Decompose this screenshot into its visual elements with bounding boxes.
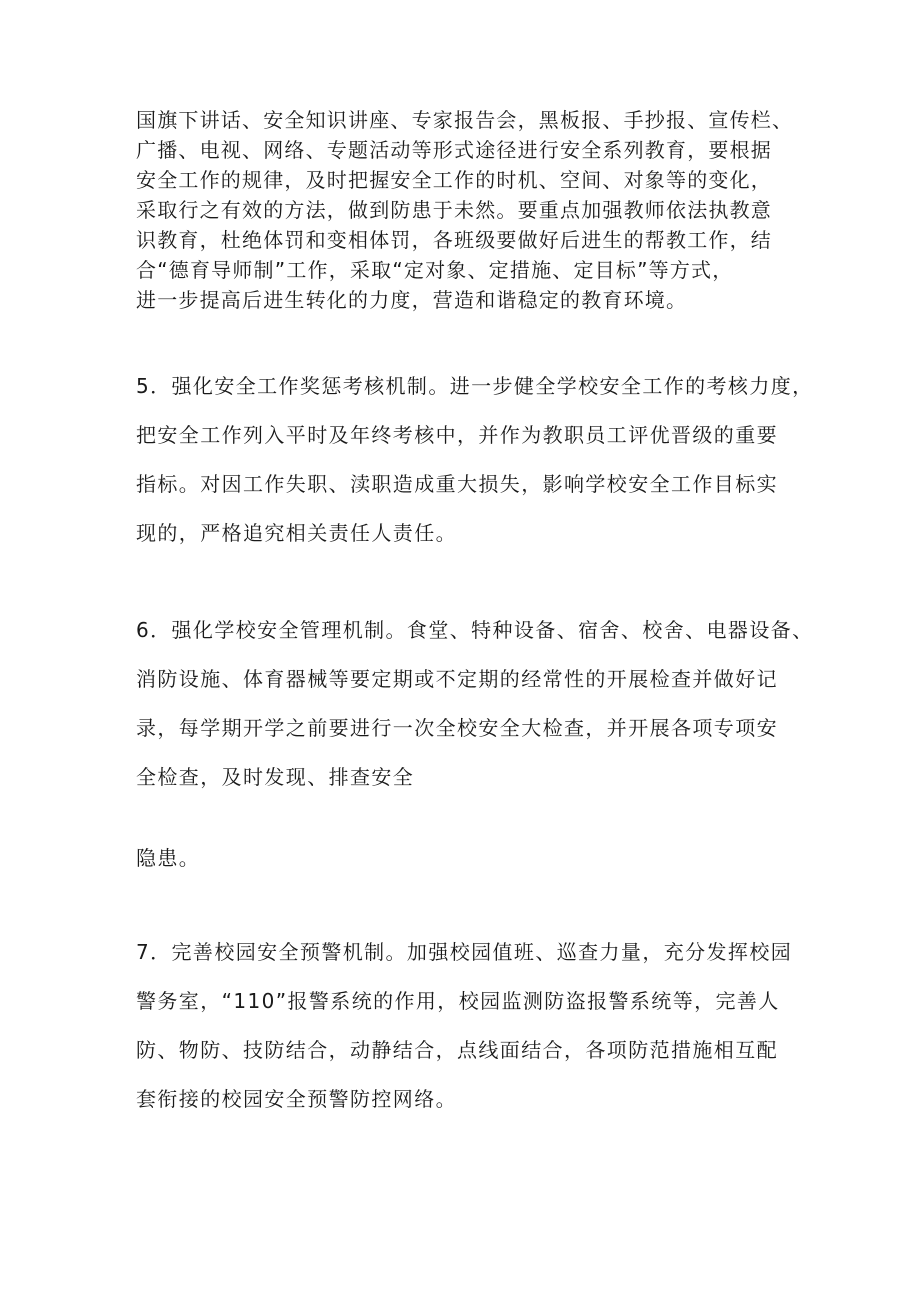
text-line: 5．强化安全工作奖惩考核机制。进一步健全学校安全工作的考核力度， [136,374,814,398]
text-line: 警务室，“110”报警系统的作用，校园监测防盗报警系统等，完善人 [136,989,780,1013]
text-line: 7．完善校园安全预警机制。加强校园值班、巡查力量，充分发挥校园 [136,940,793,964]
text-line: 全检查，及时发现、排查安全 [136,765,415,789]
text-line: 隐患。 [136,846,201,870]
text-line: 合“德育导师制”工作，采取“定对象、定措施、定目标”等方式， [136,258,734,282]
text-line: 防、物防、技防结合，动静结合，点线面结合，各项防范措施相互配 [136,1038,778,1062]
text-line: 国旗下讲话、安全知识讲座、专家报告会，黑板报、手抄报、宣传栏、 [136,108,794,132]
text-line: 安全工作的规律，及时把握安全工作的时机、空间、对象等的变化， [136,168,772,192]
text-line: 进一步提高后进生转化的力度，营造和谐稳定的教育环境。 [136,288,688,312]
text-line: 6．强化学校安全管理机制。食堂、特种设备、宿舍、校舍、电器设备、 [136,618,814,642]
text-line: 把安全工作列入平时及年终考核中，并作为教职员工评优晋级的重要 [136,423,778,447]
text-line: 采取行之有效的方法，做到防患于未然。要重点加强教师依法执教意 [136,198,772,222]
text-line: 现的，严格追究相关责任人责任。 [136,521,457,545]
text-line: 套衔接的校园安全预警防控网络。 [136,1087,457,1111]
text-line: 识教育，杜绝体罚和变相体罚，各班级要做好后进生的帮教工作，结 [136,228,772,252]
text-line: 录，每学期开学之前要进行一次全校安全大检查，并开展各项专项安 [136,716,778,740]
text-line: 消防设施、体育器械等要定期或不定期的经常性的开展检查并做好记 [136,667,778,691]
text-line: 指标。对因工作失职、渎职造成重大损失，影响学校安全工作目标实 [136,472,778,496]
text-line: 广播、电视、网络、专题活动等形式途径进行安全系列教育，要根据 [136,138,772,162]
